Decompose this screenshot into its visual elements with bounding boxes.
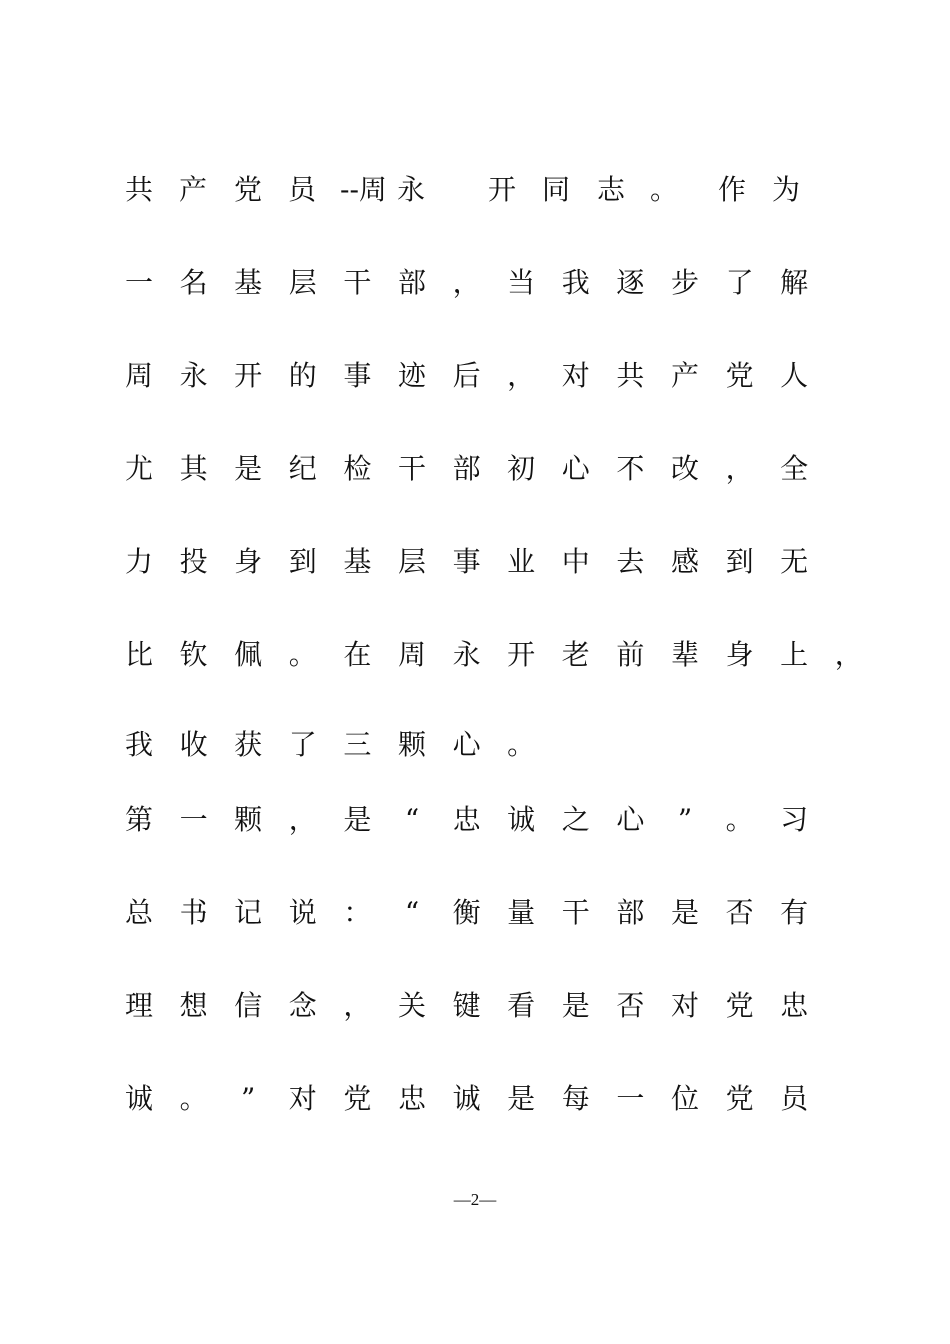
text-line bbox=[0, 356, 950, 396]
text-char: 键 bbox=[452, 989, 481, 1022]
text-char: 共 bbox=[124, 173, 153, 206]
text-char: 心 bbox=[561, 452, 590, 485]
text-char: ， bbox=[288, 803, 317, 836]
text-char: 党 bbox=[233, 173, 262, 206]
text-char: 总 bbox=[124, 896, 153, 929]
text-char: 业 bbox=[507, 545, 536, 578]
text-char: 周 bbox=[124, 359, 153, 392]
text-char: 获 bbox=[234, 728, 263, 761]
text-char: 习 bbox=[780, 803, 809, 836]
text-char: 无 bbox=[780, 545, 809, 578]
page-number: —2— bbox=[453, 1190, 497, 1209]
text-char: “ bbox=[404, 896, 420, 929]
text-char: 一 bbox=[179, 803, 208, 836]
text-char: 基 bbox=[343, 545, 372, 578]
text-char: 我 bbox=[561, 266, 590, 299]
text-char: 感 bbox=[670, 545, 699, 578]
text-char: ” bbox=[241, 1082, 256, 1115]
text-char: 了 bbox=[725, 266, 754, 299]
text-char: 检 bbox=[343, 452, 372, 485]
text-char: 理 bbox=[124, 989, 153, 1022]
text-char: 钦 bbox=[179, 638, 208, 671]
text-char: 层 bbox=[288, 266, 317, 299]
text-char: 党 bbox=[343, 1082, 372, 1115]
text-char: 。 bbox=[288, 638, 317, 671]
text-char: 。 bbox=[649, 173, 678, 206]
text-char: 是 bbox=[561, 989, 590, 1022]
text-char: 了 bbox=[288, 728, 317, 761]
text-char: 部 bbox=[397, 266, 426, 299]
text-char: 。 bbox=[507, 728, 536, 761]
text-char: 去 bbox=[616, 545, 645, 578]
text-char: 纪 bbox=[288, 452, 317, 485]
text-char: 永 bbox=[452, 638, 481, 671]
text-char: 的 bbox=[288, 359, 317, 392]
text-char: 是 bbox=[507, 1082, 536, 1115]
text-char: 诚 bbox=[124, 1082, 153, 1115]
text-char: 位 bbox=[670, 1082, 699, 1115]
text-char: 党 bbox=[725, 359, 754, 392]
text-char: 对 bbox=[670, 989, 699, 1022]
text-char: --周 bbox=[340, 173, 387, 206]
text-char: 心 bbox=[616, 803, 645, 836]
text-char: 诚 bbox=[507, 803, 536, 836]
text-char: 看 bbox=[507, 989, 536, 1022]
text-char: 关 bbox=[397, 989, 426, 1022]
text-char: 信 bbox=[234, 989, 263, 1022]
text-char: 产 bbox=[178, 173, 207, 206]
text-char: 上 bbox=[780, 638, 809, 671]
text-char: 永 bbox=[179, 359, 208, 392]
text-char: 之 bbox=[561, 803, 590, 836]
text-char: 开 bbox=[234, 359, 263, 392]
text-char: 改 bbox=[670, 452, 699, 485]
text-char: 收 bbox=[179, 728, 208, 761]
text-char: 名 bbox=[179, 266, 208, 299]
text-char: 佩 bbox=[234, 638, 263, 671]
text-char: 对 bbox=[288, 1082, 317, 1115]
text-char: ： bbox=[343, 896, 372, 929]
text-char: 同 bbox=[541, 173, 570, 206]
text-char: 全 bbox=[780, 452, 809, 485]
text-char: ， bbox=[452, 266, 481, 299]
text-char: 老 bbox=[561, 638, 590, 671]
text-char: 比 bbox=[124, 638, 153, 671]
text-char: 在 bbox=[343, 638, 372, 671]
text-char: 到 bbox=[288, 545, 317, 578]
text-char: 书 bbox=[179, 896, 208, 929]
text-char: 事 bbox=[343, 359, 372, 392]
text-char: 有 bbox=[780, 896, 809, 929]
text-char: 我 bbox=[124, 728, 153, 761]
text-char: 党 bbox=[725, 1082, 754, 1115]
text-char: 投 bbox=[179, 545, 208, 578]
text-char: 对 bbox=[561, 359, 590, 392]
text-char: 干 bbox=[343, 266, 372, 299]
text-char: 后 bbox=[452, 359, 481, 392]
text-char: 三 bbox=[343, 728, 372, 761]
text-char: 说 bbox=[288, 896, 317, 929]
text-char: 否 bbox=[616, 989, 645, 1022]
text-char: 其 bbox=[179, 452, 208, 485]
text-char: 衡 bbox=[452, 896, 481, 929]
text-line bbox=[0, 1079, 950, 1119]
text-char: 身 bbox=[234, 545, 263, 578]
text-char: 尤 bbox=[124, 452, 153, 485]
text-char: 共 bbox=[616, 359, 645, 392]
text-char: 永 bbox=[396, 173, 425, 206]
text-char: 层 bbox=[397, 545, 426, 578]
text-char: 作 bbox=[717, 173, 746, 206]
text-char: 迹 bbox=[397, 359, 426, 392]
text-char: 心 bbox=[452, 728, 481, 761]
text-char: 事 bbox=[452, 545, 481, 578]
text-char: 基 bbox=[234, 266, 263, 299]
text-char: 颗 bbox=[397, 728, 426, 761]
text-char: 量 bbox=[507, 896, 536, 929]
text-char: 人 bbox=[780, 359, 809, 392]
text-char: 中 bbox=[561, 545, 590, 578]
text-char: 。 bbox=[179, 1082, 208, 1115]
text-char: 。 bbox=[725, 803, 754, 836]
text-char: 开 bbox=[507, 638, 536, 671]
text-char: 党 bbox=[725, 989, 754, 1022]
text-line bbox=[0, 170, 950, 210]
text-line bbox=[0, 893, 950, 933]
text-char: 每 bbox=[561, 1082, 590, 1115]
text-char: 产 bbox=[670, 359, 699, 392]
text-char: ” bbox=[677, 803, 693, 836]
text-char: 步 bbox=[670, 266, 699, 299]
text-char: 念 bbox=[288, 989, 317, 1022]
text-char: 诚 bbox=[452, 1082, 481, 1115]
text-line bbox=[0, 263, 950, 303]
text-char: 解 bbox=[780, 266, 809, 299]
text-char: 是 bbox=[343, 803, 372, 836]
text-char: 忠 bbox=[452, 803, 481, 836]
text-char: 干 bbox=[561, 896, 590, 929]
text-char: 员 bbox=[780, 1082, 809, 1115]
text-char: 开 bbox=[487, 173, 516, 206]
text-char: 忠 bbox=[780, 989, 809, 1022]
text-char: ， bbox=[507, 359, 536, 392]
text-char: 是 bbox=[670, 896, 699, 929]
text-char: 记 bbox=[234, 896, 263, 929]
text-char: 一 bbox=[616, 1082, 645, 1115]
text-char: 想 bbox=[179, 989, 208, 1022]
text-char: 前 bbox=[616, 638, 645, 671]
text-line bbox=[0, 542, 950, 582]
text-line bbox=[0, 986, 950, 1026]
text-char: 志 bbox=[596, 173, 625, 206]
text-char: 到 bbox=[725, 545, 754, 578]
text-char: ， bbox=[725, 452, 754, 485]
text-char: 第 bbox=[124, 803, 153, 836]
text-line bbox=[0, 449, 950, 489]
text-char: 身 bbox=[725, 638, 754, 671]
text-char: ， bbox=[834, 638, 863, 671]
text-char: 力 bbox=[124, 545, 153, 578]
text-char: 辈 bbox=[670, 638, 699, 671]
text-char: 为 bbox=[771, 173, 800, 206]
text-char: 一 bbox=[124, 266, 153, 299]
text-char: 初 bbox=[507, 452, 536, 485]
text-char: 部 bbox=[452, 452, 481, 485]
text-char: 忠 bbox=[397, 1082, 426, 1115]
text-char: 颗 bbox=[234, 803, 263, 836]
text-line bbox=[0, 725, 950, 765]
text-line bbox=[0, 800, 950, 840]
text-char: 周 bbox=[397, 638, 426, 671]
text-char: 是 bbox=[234, 452, 263, 485]
text-char: 当 bbox=[507, 266, 536, 299]
text-char: 不 bbox=[616, 452, 645, 485]
text-char: “ bbox=[404, 803, 420, 836]
text-line bbox=[0, 635, 950, 675]
text-char: 逐 bbox=[616, 266, 645, 299]
text-char: 否 bbox=[725, 896, 754, 929]
text-char: 员 bbox=[287, 173, 316, 206]
text-char: 部 bbox=[616, 896, 645, 929]
text-char: ， bbox=[343, 989, 372, 1022]
text-char: 干 bbox=[397, 452, 426, 485]
